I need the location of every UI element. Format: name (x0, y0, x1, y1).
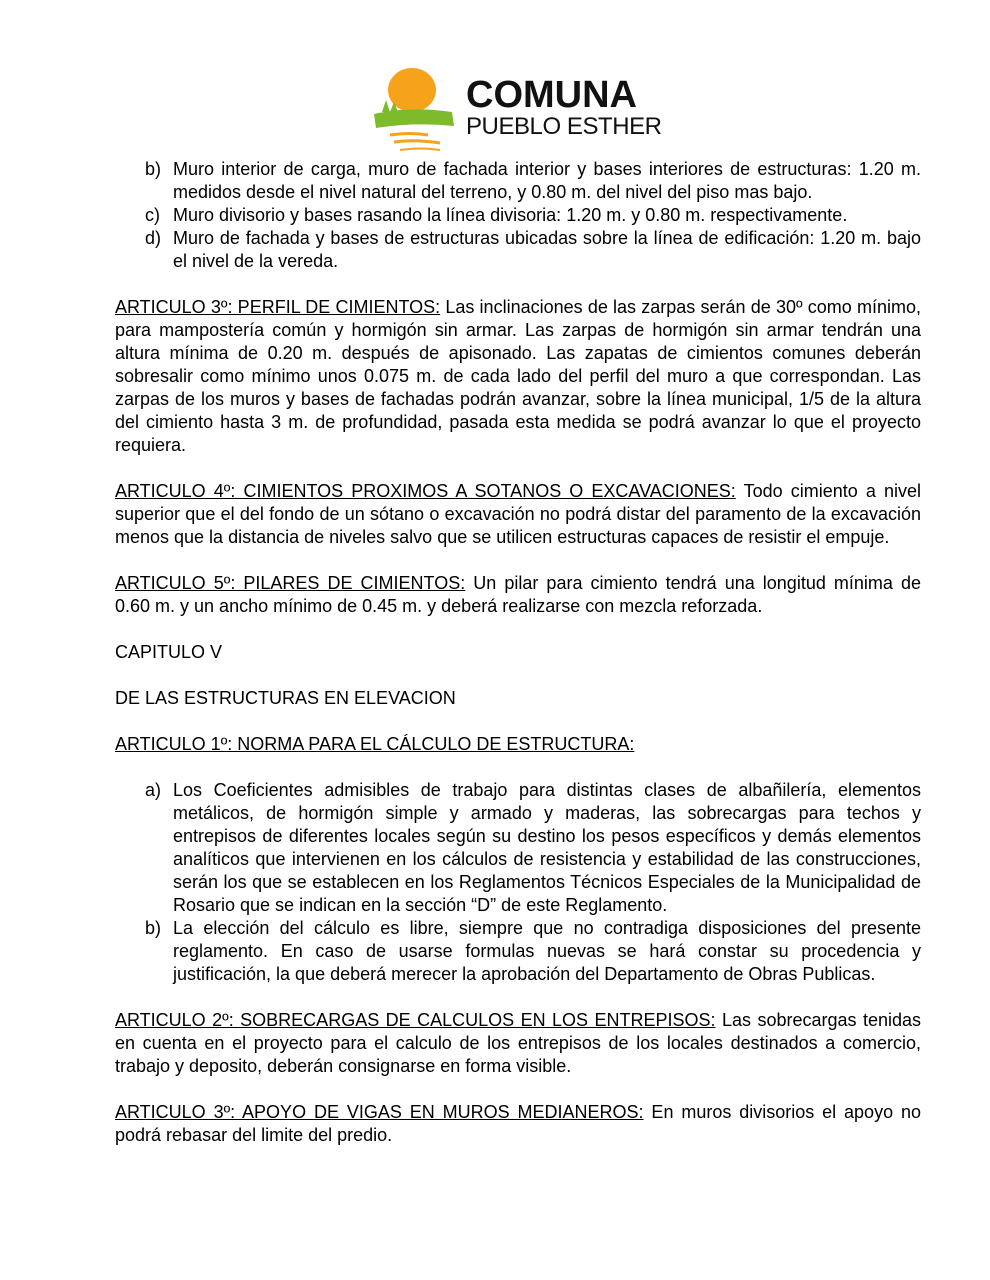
article-5 (115, 572, 921, 618)
list-label: c) (145, 205, 160, 225)
article-body: Las sobrecargas tenidas en cuenta en el proyecto para el calculo de los entrepisos de los locales destinados a comercio, trabajo y deposito, deberán consignarse en forma visible. (115, 1010, 921, 1076)
list-label: b) (145, 918, 162, 938)
article-body: En muros divisorios el apoyo no podrá rebasar del limite del predio. (115, 1102, 921, 1145)
list-text: Muro divisorio y bases rasando la línea divisoria: 1.20 m. y 0.80 m. respectivamente. (173, 205, 848, 225)
chapter-title: DE LAS ESTRUCTURAS EN ELEVACION (115, 688, 456, 708)
logo-graphic (370, 62, 670, 154)
calculation-list (115, 779, 921, 986)
article-heading: ARTICULO 2º: SOBRECARGAS DE CALCULOS EN LOS ENTREPISOS: (115, 1010, 716, 1030)
list-item (115, 917, 921, 986)
list-text: Muro de fachada y bases de estructuras ubicadas sobre la línea de edificación: 1.20 m. bajo el nivel de la vereda. (173, 228, 921, 271)
list-item (115, 227, 921, 273)
list-text: Los Coeficientes admisibles de trabajo para distintas clases de albañilería, elementos metálicos, de hormigón simple y armado y maderas, las sobrecargas para techos y entrepisos de diferentes locales según su destino los pesos específicos y demás elementos analíticos que intervienen en los cálculos de resistencia y estabilidad de las construcciones, serán los que se establecen en los Reglamentos Técnicos Especiales de la Municipalidad de Rosario que se indican en la sección “D” de este Reglamento. (173, 780, 921, 915)
list-label: d) (145, 228, 162, 248)
list-item (115, 204, 921, 227)
list-item (115, 779, 921, 917)
chapter5-article-2 (115, 1009, 921, 1078)
list-item (115, 158, 921, 204)
list-text: La elección del cálculo es libre, siempre que no contradiga disposiciones del presente reglamento. En caso de usarse formulas nuevas se hará constar su procedencia y justificación, la que deberá merecer la aprobación del Departamento de Obras Publicas. (173, 918, 921, 984)
article-body: Todo cimiento a nivel superior que el del fondo de un sótano o excavación no podrá distar del paramento de la excavación menos que la distancia de niveles salvo que se utilicen estructuras capaces de resistir el empuje. (115, 481, 921, 547)
foundation-depth-list (115, 158, 921, 273)
article-4 (115, 480, 921, 549)
article-heading: ARTICULO 3º: PERFIL DE CIMIENTOS: (115, 297, 441, 317)
list-label: a) (145, 780, 162, 800)
list-text: Muro interior de carga, muro de fachada interior y bases interiores de estructuras: 1.20 m. medidos desde el nivel natural del terreno, y 0.80 m. del nivel del piso mas bajo. (173, 159, 921, 202)
list-label: b) (145, 159, 162, 179)
article-body: Las inclinaciones de las zarpas serán de 30º como mínimo, para mampostería común y hormigón sin armar. Las zarpas de hormigón sin armar tendrán una altura mínima de 0.20 m. después de apisonado. Las zapatas de cimientos comunes deberán sobresalir como mínimo unos 0.075 m. de cada lado del perfil del muro a que correspondan. Las zarpas de los muros y bases de fachadas podrán avanzar, sobre la línea municipal, 1/5 de la altura del cimiento hasta 3 m. de profundidad, pasada esta medida se podrá avanzar lo que el proyecto requiera. (115, 297, 921, 455)
article-heading: ARTICULO 1º: NORMA PARA EL CÁLCULO DE ESTRUCTURA: (115, 734, 635, 754)
article-body: Un pilar para cimiento tendrá una longitud mínima de 0.60 m. y un ancho mínimo de 0.45 m. y deberá realizarse con mezcla reforzada. (115, 573, 921, 616)
article-heading: ARTICULO 4º: CIMIENTOS PROXIMOS A SOTANOS O EXCAVACIONES: (115, 481, 736, 501)
logo-line1: COMUNA (466, 74, 637, 116)
article-3 (115, 296, 921, 457)
chapter5-article-3 (115, 1101, 921, 1147)
article-heading: ARTICULO 5º: PILARES DE CIMIENTOS: (115, 573, 466, 593)
comuna-logo (370, 62, 670, 154)
document-body (115, 158, 921, 1170)
logo-line2: PUEBLO ESTHER (466, 113, 662, 140)
article-heading: ARTICULO 3º: APOYO DE VIGAS EN MUROS MEDIANEROS: (115, 1102, 644, 1122)
chapter5-article-1 (115, 733, 921, 756)
chapter-number: CAPITULO V (115, 642, 223, 662)
